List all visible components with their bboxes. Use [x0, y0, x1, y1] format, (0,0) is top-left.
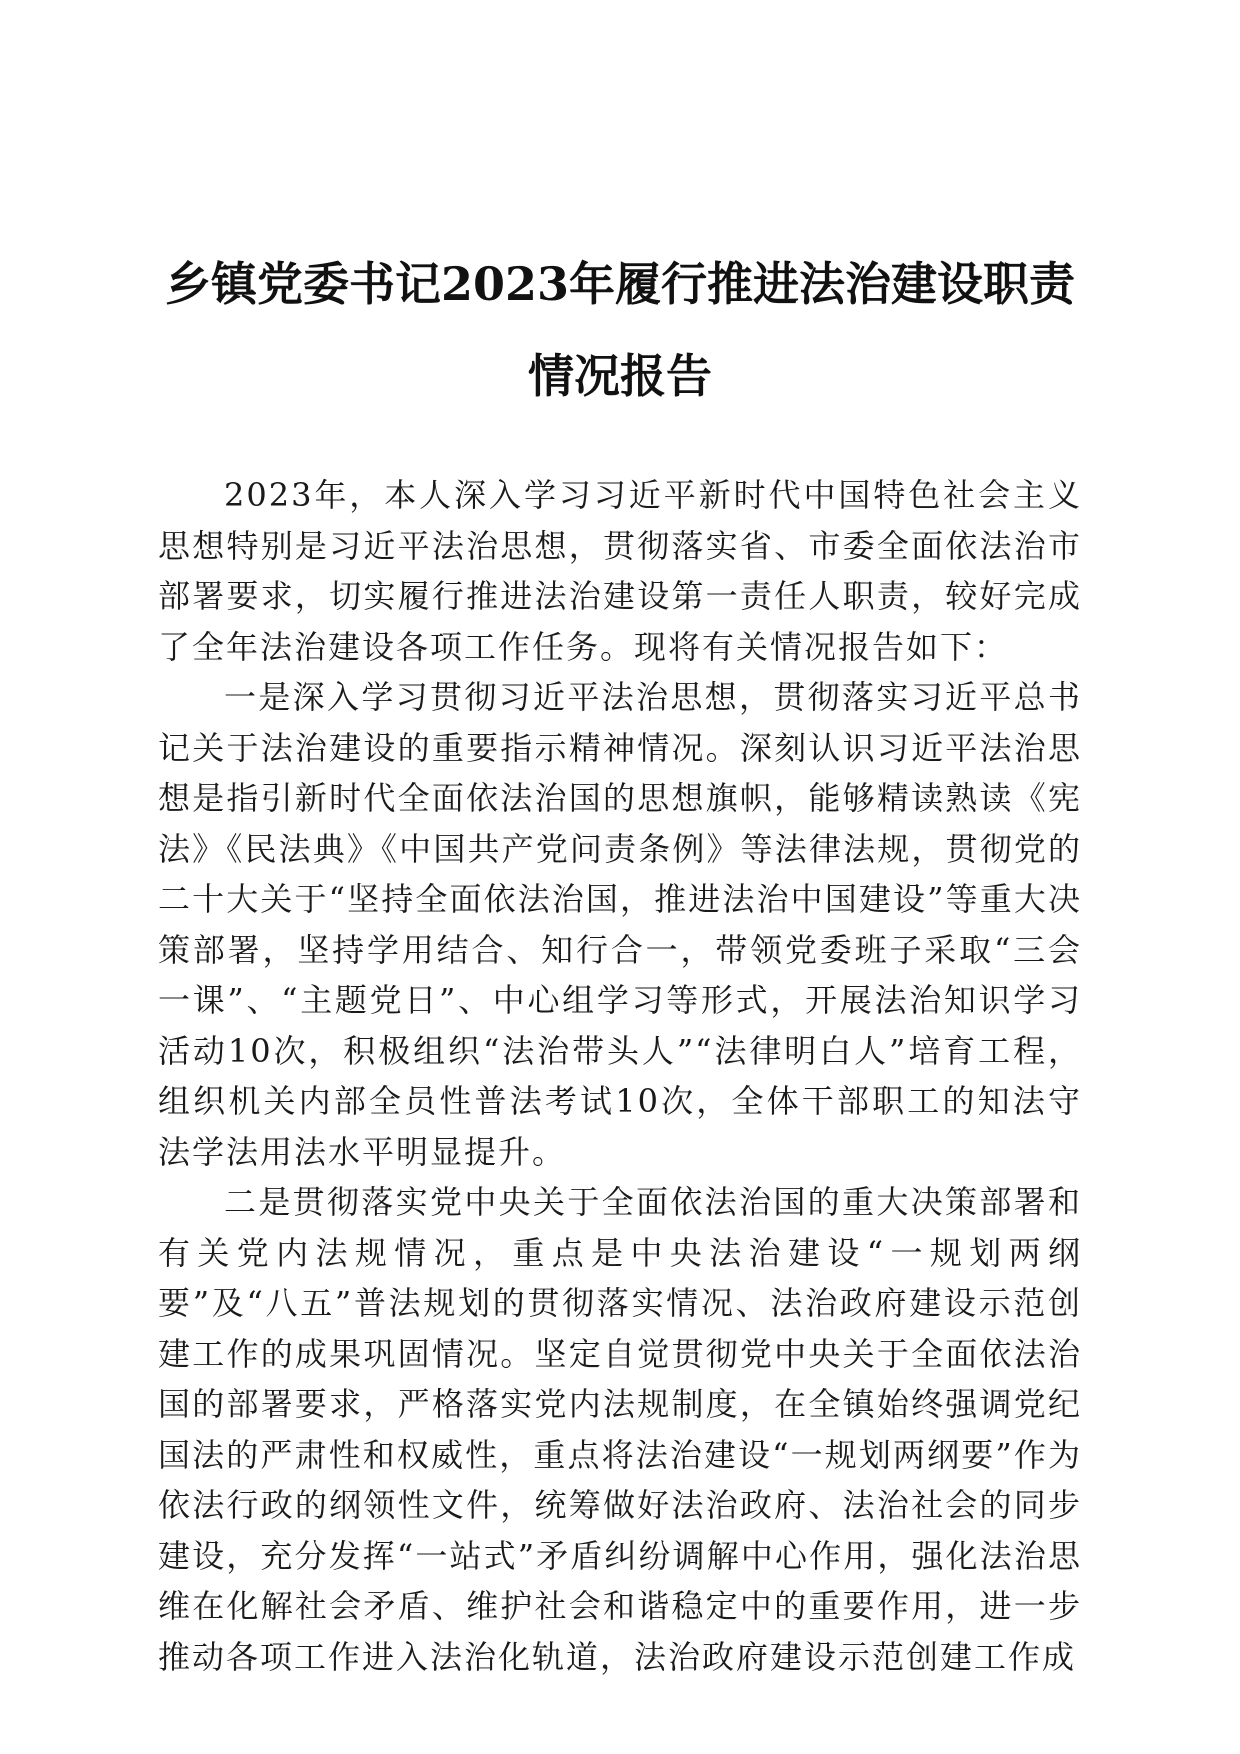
- paragraph-item-1: 一是深入学习贯彻习近平法治思想，贯彻落实习近平总书记关于法治建设的重要指示精神情况。深刻认识习近平法治思想是指引新时代全面依法治国的思想旗帜，能够精读熟读《宪法》《民法典》《中国共产党问责条例》等法律法规，贯彻党的二十大关于“坚持全面依法治国，推进法治中国建设”等重大决策部署，坚持学用结合、知行合一，带领党委班子采取“三会一课”、“主题党日”、中心组学习等形式，开展法治知识学习活动10次，积极组织“法治带头人”“法律明白人”培育工程，组织机关内部全员性普法考试10次，全体干部职工的知法守法学法用法水平明显提升。: [158, 678, 1082, 1171]
- document-title: [150, 238, 1090, 422]
- document-body: [158, 470, 1082, 1682]
- title-line-2: 情况报告: [528, 349, 712, 403]
- paragraph-item-2: 二是贯彻落实党中央关于全面依法治国的重大决策部署和有关党内法规情况，重点是中央法治建设“一规划两纲要”及“八五”普法规划的贯彻落实情况、法治政府建设示范创建工作的成果巩固情况。坚定自觉贯彻党中央关于全面依法治国的部署要求，严格落实党内法规制度，在全镇始终强调党纪国法的严肃性和权威性，重点将法治建设“一规划两纲要”作为依法行政的纲领性文件，统筹做好法治政府、法治社会的同步建设，充分发挥“一站式”矛盾纠纷调解中心作用，强化法治思维在化解社会矛盾、维护社会和谐稳定中的重要作用，进一步推动各项工作进入法治化轨道，法治政府建设示范创建工作成: [158, 1183, 1082, 1676]
- title-line-1: 乡镇党委书记2023年履行推进法治建设职责: [164, 257, 1076, 311]
- paragraph-intro: 2023年，本人深入学习习近平新时代中国特色社会主义思想特别是习近平法治思想，贯彻落实省、市委全面依法治市部署要求，切实履行推进法治建设第一责任人职责，较好完成了全年法治建设各项工作任务。现将有关情况报告如下：: [158, 476, 1082, 666]
